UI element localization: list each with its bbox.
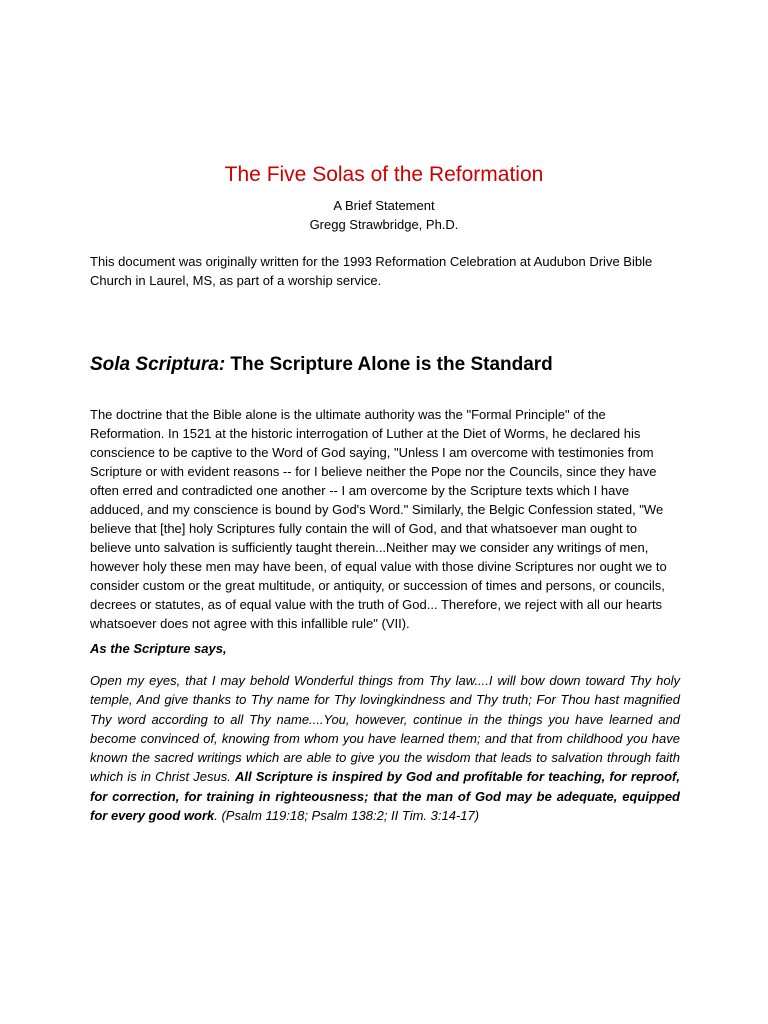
section-heading-sola-scriptura <box>90 352 690 378</box>
section-paragraph: The doctrine that the Bible alone is the ultimate authority was the "Formal Principle" of the Reformation. In 1521 at the historic interrogation of Luther at the Diet of Worms, he declared his conscience to be captive to the Word of God saying, "Unless I am overcome with testimonies from Scripture or with evident reasons -- for I believe neither the Pope nor the Councils, since they have often erred and contradicted one another -- I am overcome by the Scripture texts which I have adduced, and my conscience is bound by God's Word." Similarly, the Belgic Confession stated, "We believe that [the] holy Scriptures fully contain the will of God, and that whatsoever man ought to believe unto salvation is sufficiently taught therein...Neither may we consider any writings of men, however holy these men may have been, of equal value with those divine Scriptures nor ought we to consider custom or the great multitude, or antiquity, or succession of times and persons, or councils, decrees or statutes, as of equal value with the truth of God... Therefore, we reject with all our hearts whatsoever does not agree with this infallible rule" (VII). <box>90 407 667 631</box>
quote-text: Open my eyes, that I may behold Wonderful things from Thy law....I will bow down toward Thy holy temple, And give thanks to Thy name for Thy lovingkindness and Thy truth; For Thou hast magnified Thy word according to all Thy name....You, however, continue in the things you have learned and become convinced of, knowing from whom you have learned them; and that from childhood you have known the sacred writings which are able to give you the wisdom that leads to salvation through faith which is in Christ Jesus. <box>90 673 680 785</box>
intro-paragraph: This document was originally written for the 1993 Reformation Celebration at Audubon Drive Bible Church in Laurel, MS, as part of a worship service. <box>90 254 653 288</box>
document-author: Gregg Strawbridge, Ph.D. <box>309 217 459 232</box>
document-title: The Five Solas of the Reformation <box>224 163 544 186</box>
section-heading-italic: Sola Scriptura: <box>90 354 226 375</box>
scripture-intro: As the Scripture says, <box>90 641 227 656</box>
scripture-quote <box>90 671 680 825</box>
section-heading-text: The Scripture Alone is the Standard <box>225 354 553 375</box>
quote-bold-text: All Scripture is inspired by God and profitable for teaching, for reproof, for correction, for training in righteousness; that the man of God may be adequate, equipped for every good work <box>90 769 680 824</box>
quote-citation: . (Psalm 119:18; Psalm 138:2; II Tim. 3:14-17) <box>214 808 480 824</box>
document-subtitle: A Brief Statement <box>333 198 435 213</box>
